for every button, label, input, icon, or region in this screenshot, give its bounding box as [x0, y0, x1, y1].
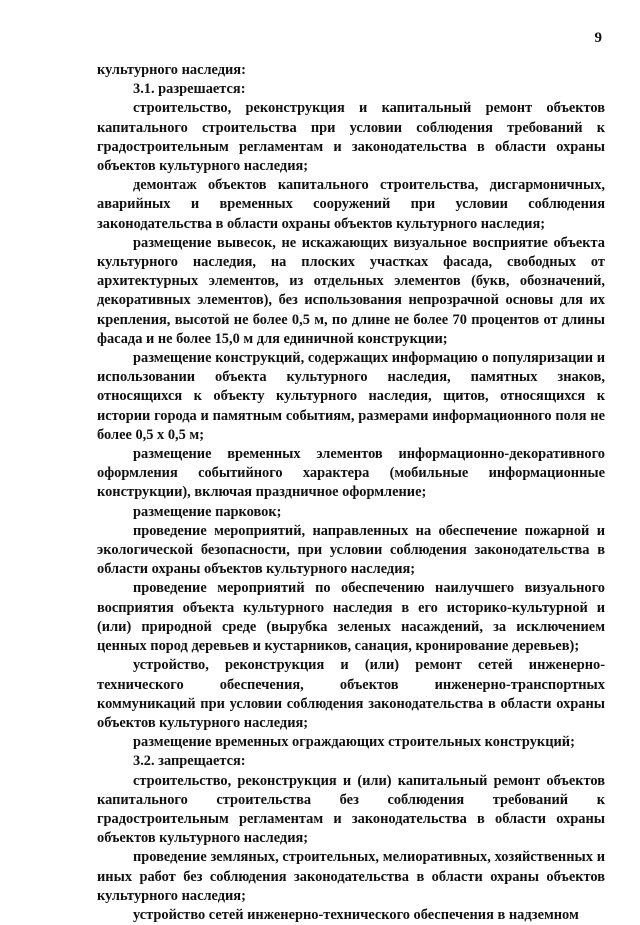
paragraph: демонтаж объектов капитального строительства, дисгармоничных, аварийных и временных сооружений при условии соблюдения законодательства в области охраны объектов культурного наследия; — [97, 177, 605, 232]
paragraph: размещение вывесок, не искажающих визуальное восприятие объекта культурного наследия, на плоских участках фасада, свободных от архитектурных элементов, из отдельных элементов (букв, обозначений, декоративных элементов), без использования непрозрачной основы для их крепления, высотой не более 0,5 м, по длине не более 70 процентов от длины фасада и не более 15,0 м для единичной конструкции; — [97, 234, 605, 347]
paragraph: проведение мероприятий, направленных на обеспечение пожарной и экологической безопасности, при условии соблюдения законодательства в области охраны объектов культурного наследия; — [97, 522, 605, 578]
paragraph: размещение временных элементов информационно-декоративного оформления событийного характера (мобильные информационные конструкции), включая праздничное оформление; — [97, 446, 605, 501]
paragraph: проведение мероприятий по обеспечению наилучшего визуального восприятия объекта культурного наследия в его историко-культурной и (или) природной среде (вырубка зеленых насаждений, за исключением ценных пород деревьев и кустарников, санация, кронирование деревьев); — [97, 580, 605, 655]
paragraph: устройство сетей инженерно-технического обеспечения в надземном — [133, 906, 579, 923]
document-body — [97, 61, 605, 925]
section-heading-3-2: 3.2. запрещается: — [133, 753, 246, 770]
paragraph: устройство, реконструкция и (или) ремонт сетей инженерно-технического обеспечения, объектов инженерно-транспортных коммуникаций при условии соблюдения законодательства в области охраны объектов культурного наследия; — [97, 657, 605, 731]
page-number: 9 — [594, 30, 602, 46]
paragraph: размещение парковок; — [133, 503, 282, 520]
paragraph: размещение временных ограждающих строительных конструкций; — [133, 734, 575, 751]
paragraph-continuation: культурного наследия: — [97, 62, 246, 78]
paragraph: строительство, реконструкция и (или) капитальный ремонт объектов капитального строительства без соблюдения требований к градостроительным регламентам и законодательства в области охраны объектов культурного наследия; — [97, 772, 605, 847]
section-heading-3-1: 3.1. разрешается: — [133, 81, 246, 98]
paragraph: размещение конструкций, содержащих информацию о популяризации и использовании объекта культурного наследия, памятных знаков, относящихся к объекту культурного наследия, щитов, относящихся к истории города и памятным событиям, размерами информационного поля не более 0,5 х 0,5 м; — [97, 350, 605, 443]
paragraph: строительство, реконструкция и капитальный ремонт объектов капитального строительства при условии соблюдения требований к градостроительным регламентам и законодательства в области охраны объектов культурного наследия; — [97, 100, 605, 175]
paragraph: проведение земляных, строительных, мелиоративных, хозяйственных и иных работ без соблюдения законодательства в области охраны объектов культурного наследия; — [97, 849, 605, 904]
